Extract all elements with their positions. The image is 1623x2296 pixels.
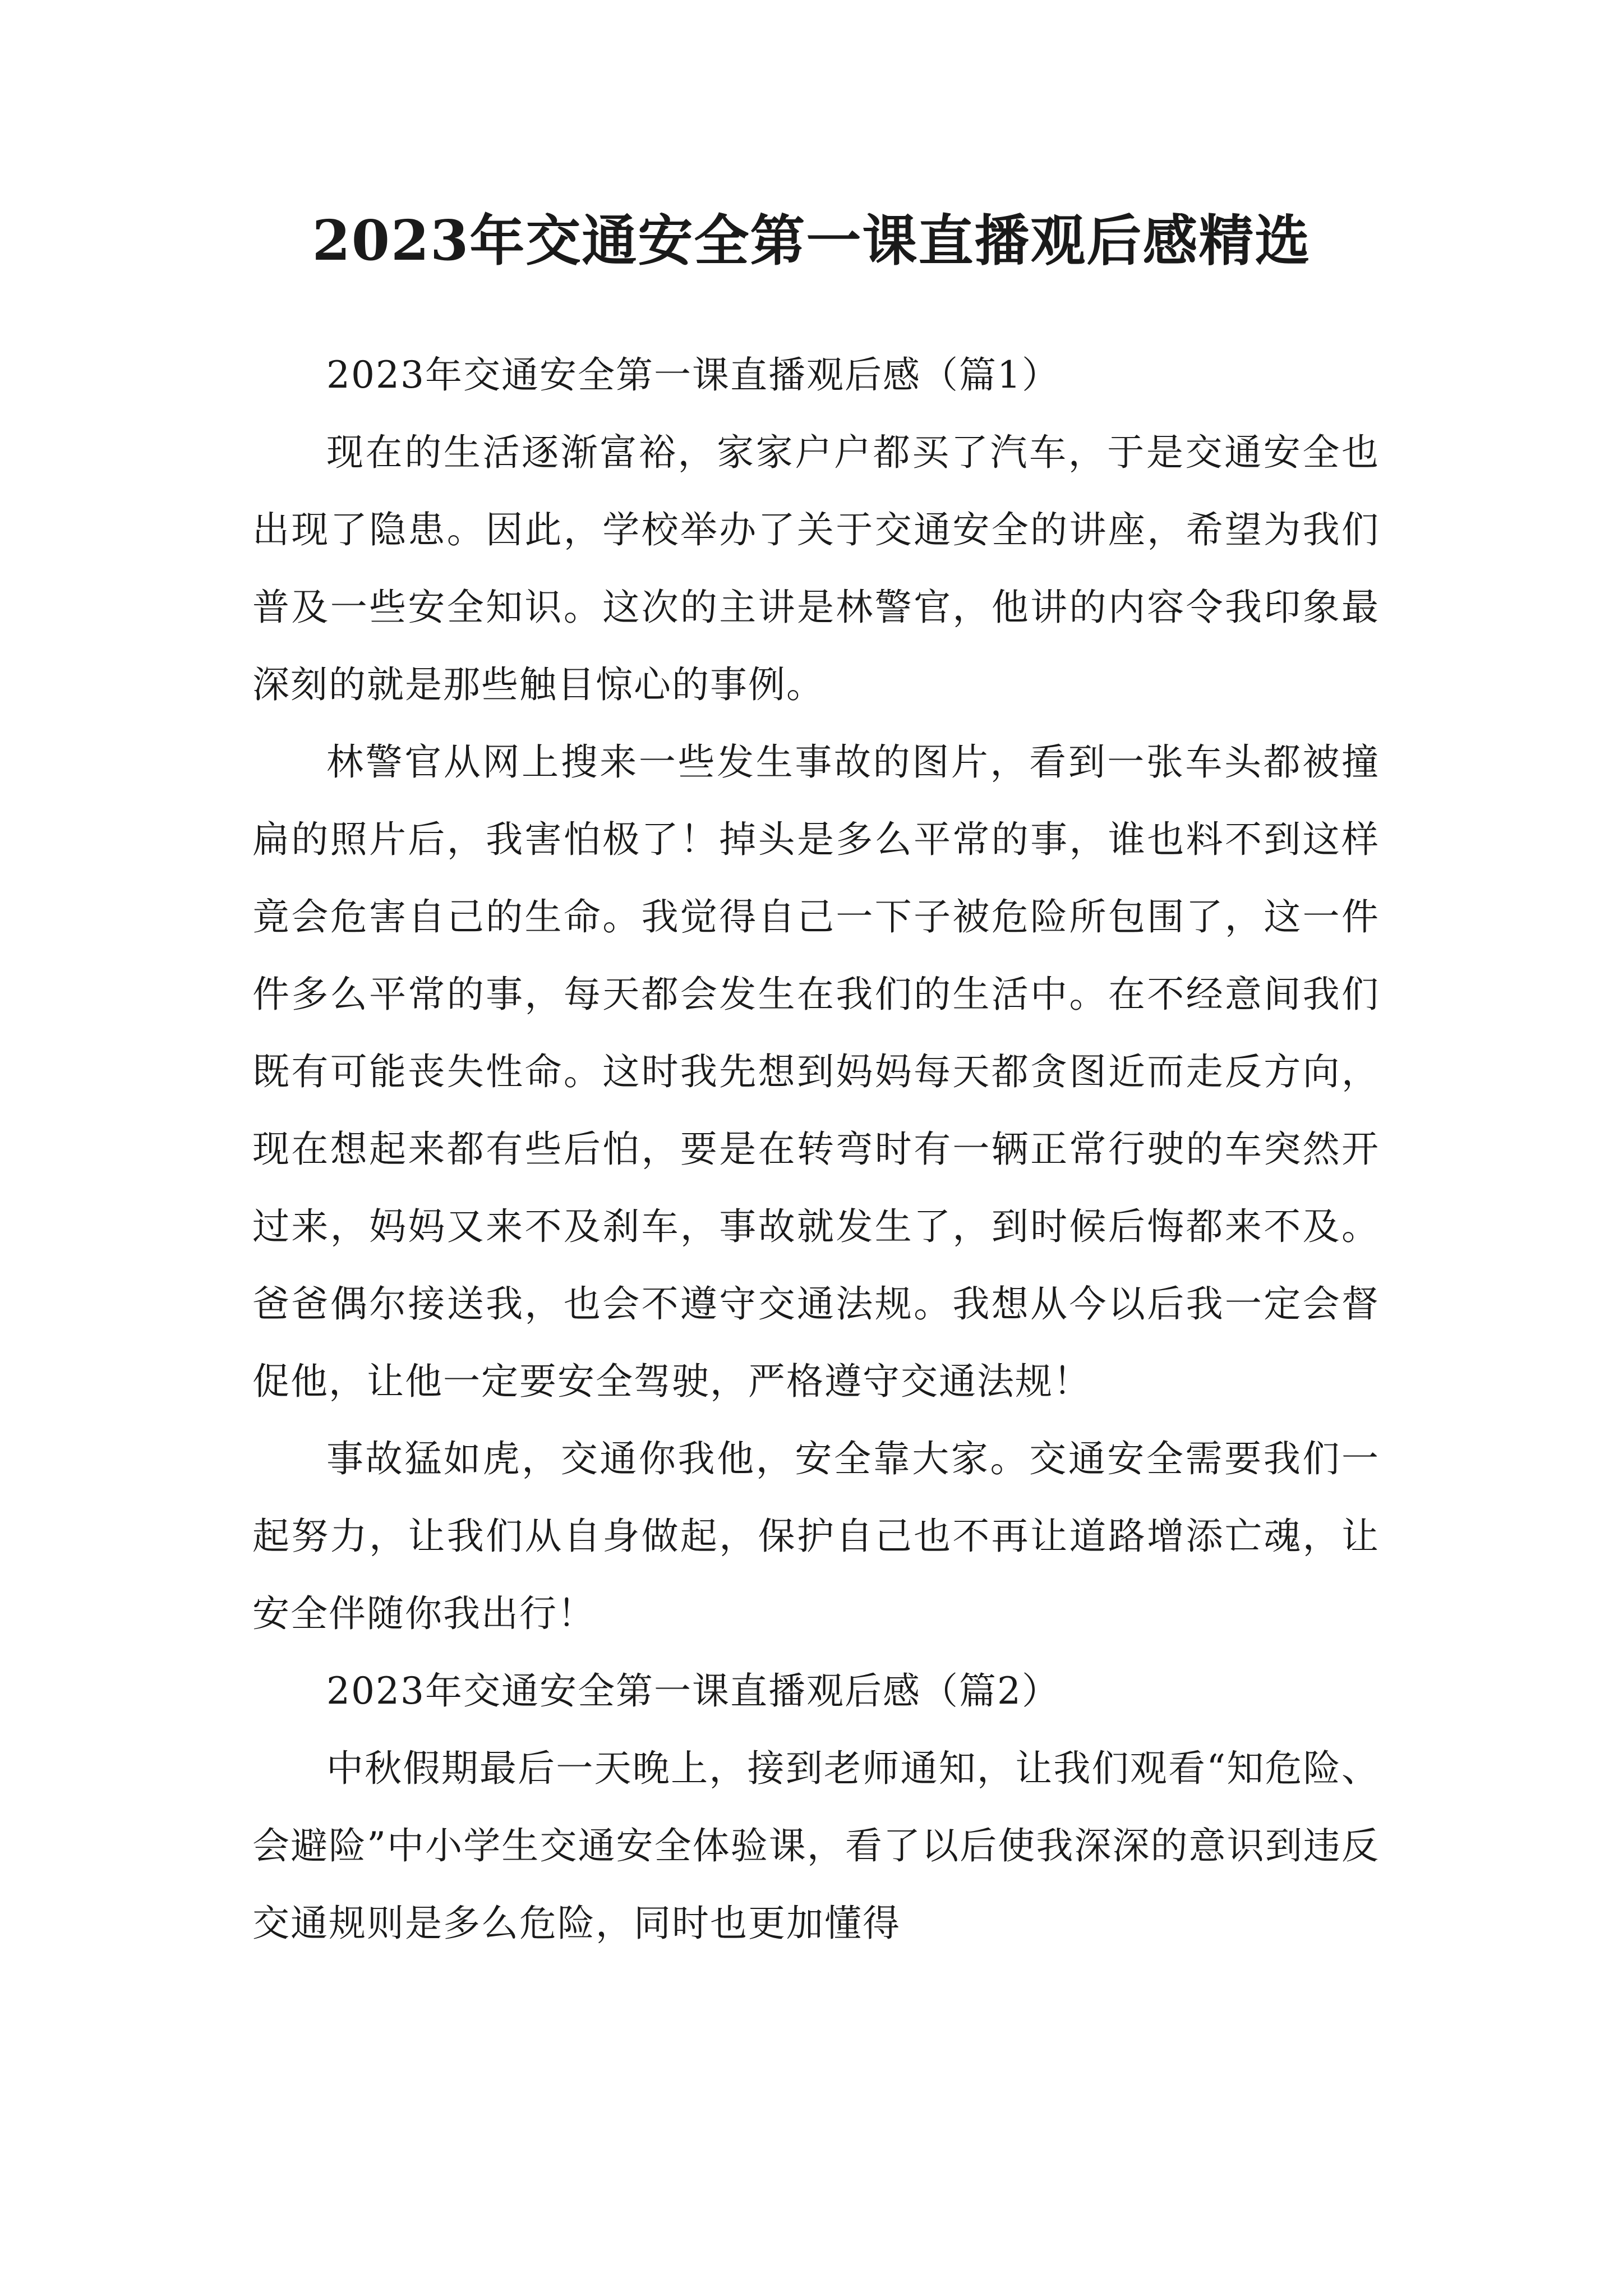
section-heading-1: 2023年交通安全第一课直播观后感（篇1） <box>326 353 1060 397</box>
body-paragraph: 中秋假期最后一天晚上，接到老师通知，让我们观看“知危险、会避险”中小学生交通安全体验课，看了以后使我深深的意识到违反交通规则是多么危险，同时也更加懂得 <box>252 1747 1380 1945</box>
body-paragraph: 事故猛如虎，交通你我他，安全靠大家。交通安全需要我们一起努力，让我们从自身做起，保护自己也不再让道路增添亡魂，让安全伴随你我出行！ <box>252 1437 1380 1635</box>
document-body <box>252 337 1380 1962</box>
section-heading-2: 2023年交通安全第一课直播观后感（篇2） <box>326 1669 1060 1713</box>
body-paragraph: 现在的生活逐渐富裕，家家户户都买了汽车，于是交通安全也出现了隐患。因此，学校举办了关于交通安全的讲座，希望为我们普及一些安全知识。这次的主讲是林警官，他讲的内容令我印象最深刻的就是那些触目惊心的事例。 <box>252 431 1380 706</box>
body-paragraph: 林警官从网上搜来一些发生事故的图片，看到一张车头都被撞扁的照片后，我害怕极了！掉头是多么平常的事，谁也料不到这样竟会危害自己的生命。我觉得自己一下子被危险所包围了，这一件件多么平常的事，每天都会发生在我们的生活中。在不经意间我们既有可能丧失性命。这时我先想到妈妈每天都贪图近而走反方向，现在想起来都有些后怕，要是在转弯时有一辆正常行驶的车突然开过来，妈妈又来不及刹车，事故就发生了，到时候后悔都来不及。爸爸偶尔接送我，也会不遵守交通法规。我想从今以后我一定会督促他，让他一定要安全驾驶，严格遵守交通法规！ <box>252 740 1380 1403</box>
document-title: 2023年交通安全第一课直播观后感精选 <box>312 209 1311 273</box>
